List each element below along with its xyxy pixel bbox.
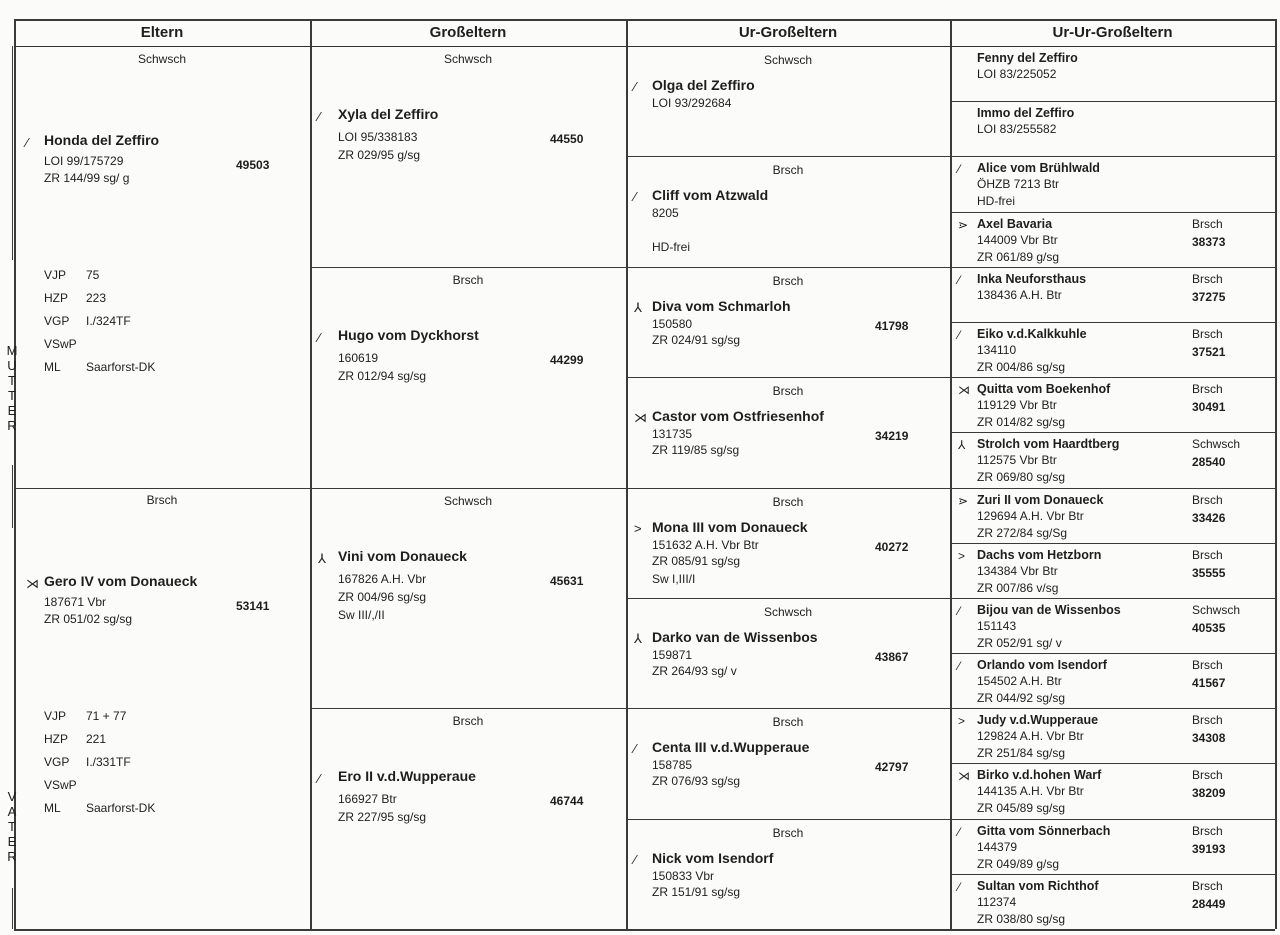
breeding-score: ZR 014/82 sg/sg xyxy=(977,415,1066,430)
pedigree-mark: ⋊ xyxy=(958,769,970,784)
breeding-score: HD-frei xyxy=(977,194,1015,209)
coat-color: Schwsch xyxy=(763,604,813,619)
great-great-grandparent-cell xyxy=(950,156,1275,211)
frame-right xyxy=(1275,19,1277,929)
extra-info: HD-frei xyxy=(652,240,690,255)
great-great-grandparent-cell xyxy=(950,322,1275,377)
registration: 138436 A.H. Btr xyxy=(977,287,1062,302)
id-number: 34219 xyxy=(875,429,909,444)
registration: LOI 95/338183 xyxy=(338,130,418,144)
dog-name: Gitta vom Sönnerbach xyxy=(977,823,1111,838)
coat-color: Brsch xyxy=(1192,326,1223,341)
coat-color: Brsch xyxy=(1192,878,1223,893)
side-rule xyxy=(12,465,13,528)
pedigree-mark: ⁄ xyxy=(634,189,637,205)
dog-name: Honda del Zeffiro xyxy=(44,132,160,148)
grandparent-cell xyxy=(310,267,626,488)
id-number: 28449 xyxy=(1192,896,1226,911)
registration: LOI 99/175729 xyxy=(44,154,124,168)
id-number: 28540 xyxy=(1192,455,1226,470)
test-name: VGP xyxy=(44,314,70,328)
pedigree-mark: > xyxy=(958,714,966,729)
dog-name: Inka Neuforsthaus xyxy=(977,271,1087,286)
id-number: 42797 xyxy=(875,760,909,775)
dog-name: Birko v.d.hohen Warf xyxy=(977,768,1102,783)
registration: 187671 Vbr xyxy=(44,595,107,609)
great-great-grandparent-cell xyxy=(950,46,1275,101)
dog-name: Xyla del Zeffiro xyxy=(338,106,439,122)
frame-bottom xyxy=(14,929,1275,931)
coat-color: Schwsch xyxy=(137,52,187,66)
registration: 144379 xyxy=(977,839,1018,854)
registration: 8205 xyxy=(652,206,679,221)
id-number: 37275 xyxy=(1192,289,1226,304)
id-number: 41798 xyxy=(875,318,909,333)
pedigree-mark: > xyxy=(958,548,966,563)
great-great-grandparent-cell xyxy=(950,819,1275,874)
extra-info: Sw I,III/I xyxy=(652,571,696,586)
registration: 151632 A.H. Vbr Btr xyxy=(652,537,759,552)
id-number: 34308 xyxy=(1192,731,1226,746)
test-name: VJP xyxy=(44,709,67,723)
coat-color: Brsch xyxy=(1192,823,1223,838)
test-name: VSwP xyxy=(44,337,77,351)
dog-name: Castor vom Ostfriesenhof xyxy=(652,408,824,425)
id-number: 39193 xyxy=(1192,841,1226,856)
column-header: Eltern xyxy=(14,20,310,47)
extra-info: Sw III/,/II xyxy=(338,607,385,622)
test-name: ML xyxy=(44,360,61,374)
registration: 134110 xyxy=(977,342,1017,357)
column-header: Ur-Ur-Großeltern xyxy=(950,20,1275,47)
test-result: Saarforst-DK xyxy=(86,801,156,815)
breeding-score: ZR 044/92 sg/sg xyxy=(977,691,1066,706)
great-great-grandparent-cell xyxy=(950,488,1275,543)
pedigree-mark: ⁄ xyxy=(958,162,961,177)
pedigree-mark: ⁄ xyxy=(958,327,961,342)
pedigree-mark: ⁄ xyxy=(634,851,637,867)
coat-color: Schwsch xyxy=(1192,437,1241,452)
registration: LOI 83/255582 xyxy=(977,122,1057,137)
pedigree-mark: ⋊ xyxy=(26,576,39,591)
test-result: 223 xyxy=(86,291,107,305)
column-header: Großeltern xyxy=(310,20,626,47)
registration: 158785 xyxy=(652,758,693,773)
dog-name: Vini vom Donaueck xyxy=(338,547,467,564)
great-great-grandparent-cell xyxy=(950,763,1275,818)
side-label-mother: M U T T E R xyxy=(6,343,18,433)
pedigree-mark: ⁄ xyxy=(318,329,321,345)
dog-name: Axel Bavaria xyxy=(977,216,1053,231)
breeding-score: ZR 227/95 sg/sg xyxy=(338,810,427,825)
dog-name: Alice vom Brühlwald xyxy=(977,161,1100,176)
breeding-score: ZR 045/89 sg/sg xyxy=(977,801,1066,816)
coat-color: Schwsch xyxy=(443,493,493,508)
pedigree-mark: ⋗ xyxy=(958,217,969,232)
breeding-score: ZR 049/89 g/sg xyxy=(977,856,1060,871)
coat-color: Schwsch xyxy=(443,52,493,66)
breeding-score: ZR 069/80 sg/sg xyxy=(977,470,1066,485)
breeding-score: ZR 012/94 sg/sg xyxy=(338,368,427,383)
coat-color: Brsch xyxy=(772,715,804,730)
test-result: I./324TF xyxy=(86,314,131,328)
breeding-score: ZR 119/85 sg/sg xyxy=(652,443,740,458)
breeding-score: ZR 251/84 sg/sg xyxy=(977,746,1066,761)
dog-name: Orlando vom Isendorf xyxy=(977,658,1107,673)
great-grandparent-cell xyxy=(626,819,950,929)
registration: 144135 A.H. Vbr Btr xyxy=(977,784,1084,799)
test-result: I./331TF xyxy=(86,755,131,769)
dog-name: Fenny del Zeffiro xyxy=(977,51,1078,65)
breeding-score: ZR 151/91 sg/sg xyxy=(652,884,741,899)
test-result: Saarforst-DK xyxy=(86,360,156,374)
id-number: 38373 xyxy=(1192,234,1226,249)
pedigree-mark: ⁄ xyxy=(958,659,961,674)
coat-color: Brsch xyxy=(1192,713,1223,728)
id-number: 45631 xyxy=(550,573,584,588)
registration: 166927 Btr xyxy=(338,792,397,807)
pedigree-mark: ⁄ xyxy=(634,741,637,757)
id-number: 49503 xyxy=(236,158,270,172)
pedigree-mark: ⅄ xyxy=(634,630,642,646)
registration: 167826 A.H. Vbr xyxy=(338,571,427,586)
breeding-score: ZR 076/93 sg/sg xyxy=(652,774,741,789)
id-number: 44299 xyxy=(550,352,584,367)
side-rule xyxy=(12,46,13,260)
id-number: 37521 xyxy=(1192,344,1226,359)
registration: 119129 Vbr Btr xyxy=(977,398,1057,413)
registration: LOI 93/292684 xyxy=(652,96,732,110)
test-result: 71 + 77 xyxy=(86,709,127,723)
id-number: 40272 xyxy=(875,539,909,554)
grandparent-cell xyxy=(310,46,626,267)
pedigree-mark: ⅄ xyxy=(958,438,966,453)
id-number: 33426 xyxy=(1192,510,1226,525)
great-great-grandparent-cell xyxy=(950,432,1275,487)
great-great-grandparent-cell xyxy=(950,874,1275,929)
breeding-score: ZR 052/91 sg/ v xyxy=(977,635,1062,650)
great-grandparent-cell xyxy=(626,267,950,377)
great-great-grandparent-cell xyxy=(950,267,1275,322)
side-label-father: V A T E R xyxy=(7,789,17,864)
great-great-grandparent-cell xyxy=(950,101,1275,156)
registration: 150580 xyxy=(652,316,693,331)
parent-cell xyxy=(14,487,310,928)
dog-name: Quitta vom Boekenhof xyxy=(977,382,1111,397)
registration: 154502 A.H. Btr xyxy=(977,674,1062,689)
registration: 134384 Vbr Btr xyxy=(977,563,1058,578)
breeding-score: ZR 085/91 sg/sg xyxy=(652,553,741,568)
breeding-score: ZR 272/84 sg/Sg xyxy=(977,525,1068,540)
breeding-score: ZR 004/96 sg/sg xyxy=(338,589,427,604)
id-number: 41567 xyxy=(1192,676,1226,691)
registration: 129824 A.H. Vbr Btr xyxy=(977,729,1084,744)
test-name: ML xyxy=(44,801,61,815)
great-great-grandparent-cell xyxy=(950,653,1275,708)
parent-cell xyxy=(14,46,310,487)
pedigree-mark: ⁄ xyxy=(318,771,321,787)
pedigree-mark: ⁄ xyxy=(958,879,961,894)
test-result: 221 xyxy=(86,732,107,746)
coat-color: Brsch xyxy=(1192,216,1223,231)
id-number: 35555 xyxy=(1192,565,1226,580)
coat-color: Brsch xyxy=(772,163,804,178)
dog-name: Olga del Zeffiro xyxy=(652,77,755,93)
coat-color: Brsch xyxy=(772,494,804,509)
coat-color: Brsch xyxy=(1192,271,1223,286)
breeding-score: ZR 038/80 sg/sg xyxy=(977,911,1066,926)
dog-name: Darko van de Wissenbos xyxy=(652,628,818,645)
registration: 151143 xyxy=(977,618,1017,633)
great-grandparent-cell xyxy=(626,708,950,818)
great-grandparent-cell xyxy=(626,598,950,708)
dog-name: Gero IV vom Donaueck xyxy=(44,573,198,589)
test-result: 75 xyxy=(86,268,100,282)
registration: 112575 Vbr Btr xyxy=(977,453,1057,468)
test-name: VGP xyxy=(44,755,70,769)
breeding-score: ZR 264/93 sg/ v xyxy=(652,663,737,678)
dog-name: Zuri II vom Donaueck xyxy=(977,492,1104,507)
pedigree-mark: ⅄ xyxy=(318,550,326,566)
pedigree-mark: ⋗ xyxy=(958,493,969,508)
dog-name: Eiko v.d.Kalkkuhle xyxy=(977,326,1087,341)
id-number: 30491 xyxy=(1192,400,1226,415)
registration: 159871 xyxy=(652,647,693,662)
great-great-grandparent-cell xyxy=(950,212,1275,267)
breeding-score: ZR 051/02 sg/sg xyxy=(44,612,133,626)
dog-name: Judy v.d.Wupperaue xyxy=(977,713,1099,728)
coat-color: Brsch xyxy=(772,273,804,288)
dog-name: Diva vom Schmarloh xyxy=(652,297,791,314)
registration: 112374 xyxy=(977,894,1017,909)
great-great-grandparent-cell xyxy=(950,377,1275,432)
dog-name: Cliff vom Atzwald xyxy=(652,187,769,204)
great-grandparent-cell xyxy=(626,488,950,598)
grandparent-cell xyxy=(310,708,626,929)
breeding-score: ZR 007/86 v/sg xyxy=(977,580,1059,595)
id-number: 38209 xyxy=(1192,786,1226,801)
pedigree-mark: ⁄ xyxy=(958,824,961,839)
coat-color: Brsch xyxy=(772,384,804,399)
great-great-grandparent-cell xyxy=(950,543,1275,598)
registration: LOI 83/225052 xyxy=(977,67,1057,81)
dog-name: Ero II v.d.Wupperaue xyxy=(338,768,476,785)
dog-name: Dachs vom Hetzborn xyxy=(977,547,1102,562)
breeding-score: ZR 144/99 sg/ g xyxy=(44,171,130,185)
pedigree-mark: ⋊ xyxy=(634,410,647,426)
id-number: 44550 xyxy=(550,132,584,146)
coat-color: Schwsch xyxy=(763,53,813,67)
coat-color: Brsch xyxy=(1192,658,1223,673)
registration: 129694 A.H. Vbr Btr xyxy=(977,508,1084,523)
test-name: HZP xyxy=(44,291,68,305)
id-number: 40535 xyxy=(1192,620,1226,635)
dog-name: Sultan vom Richthof xyxy=(977,878,1099,893)
pedigree-mark: ⁄ xyxy=(26,135,29,150)
side-rule xyxy=(12,888,13,929)
pedigree-mark: ⋊ xyxy=(958,383,970,398)
dog-name: Strolch vom Haardtberg xyxy=(977,437,1120,452)
pedigree-mark: ⁄ xyxy=(318,109,321,124)
pedigree-mark: ⁄ xyxy=(958,603,961,618)
id-number: 53141 xyxy=(236,599,270,613)
coat-color: Brsch xyxy=(1192,547,1223,562)
registration: 131735 xyxy=(652,427,693,442)
coat-color: Brsch xyxy=(1192,768,1223,783)
pedigree-mark: > xyxy=(634,520,642,536)
registration: 144009 Vbr Btr xyxy=(977,232,1058,247)
breeding-score: ZR 004/86 sg/sg xyxy=(977,359,1066,374)
pedigree-mark: ⅄ xyxy=(634,299,642,315)
pedigree-mark: ⁄ xyxy=(634,79,637,94)
great-grandparent-cell xyxy=(626,377,950,487)
test-name: HZP xyxy=(44,732,68,746)
dog-name: Nick vom Isendorf xyxy=(652,849,774,866)
coat-color: Brsch xyxy=(452,272,484,287)
great-grandparent-cell xyxy=(626,46,950,156)
test-name: VSwP xyxy=(44,778,77,792)
coat-color: Brsch xyxy=(452,714,484,729)
dog-name: Mona III vom Donaueck xyxy=(652,518,808,535)
registration: 150833 Vbr xyxy=(652,868,715,883)
great-grandparent-cell xyxy=(626,156,950,266)
id-number: 43867 xyxy=(875,649,909,664)
registration: ÖHZB 7213 Btr xyxy=(977,177,1060,192)
great-great-grandparent-cell xyxy=(950,708,1275,763)
test-name: VJP xyxy=(44,268,67,282)
dog-name: Hugo vom Dyckhorst xyxy=(338,326,479,343)
coat-color: Schwsch xyxy=(1192,602,1241,617)
coat-color: Brsch xyxy=(1192,382,1223,397)
coat-color: Brsch xyxy=(772,825,804,840)
breeding-score: ZR 029/95 g/sg xyxy=(338,148,421,162)
column-header: Ur-Großeltern xyxy=(626,20,950,47)
dog-name: Immo del Zeffiro xyxy=(977,106,1075,121)
grandparent-cell xyxy=(310,488,626,709)
dog-name: Bijou van de Wissenbos xyxy=(977,602,1121,617)
breeding-score: ZR 061/89 g/sg xyxy=(977,249,1060,264)
coat-color: Brsch xyxy=(146,493,178,507)
dog-name: Centa III v.d.Wupperaue xyxy=(652,739,810,756)
registration: 160619 xyxy=(338,350,379,365)
id-number: 46744 xyxy=(550,794,584,809)
breeding-score: ZR 024/91 sg/sg xyxy=(652,332,741,347)
coat-color: Brsch xyxy=(1192,492,1223,507)
pedigree-mark: ⁄ xyxy=(958,272,961,287)
great-great-grandparent-cell xyxy=(950,598,1275,653)
